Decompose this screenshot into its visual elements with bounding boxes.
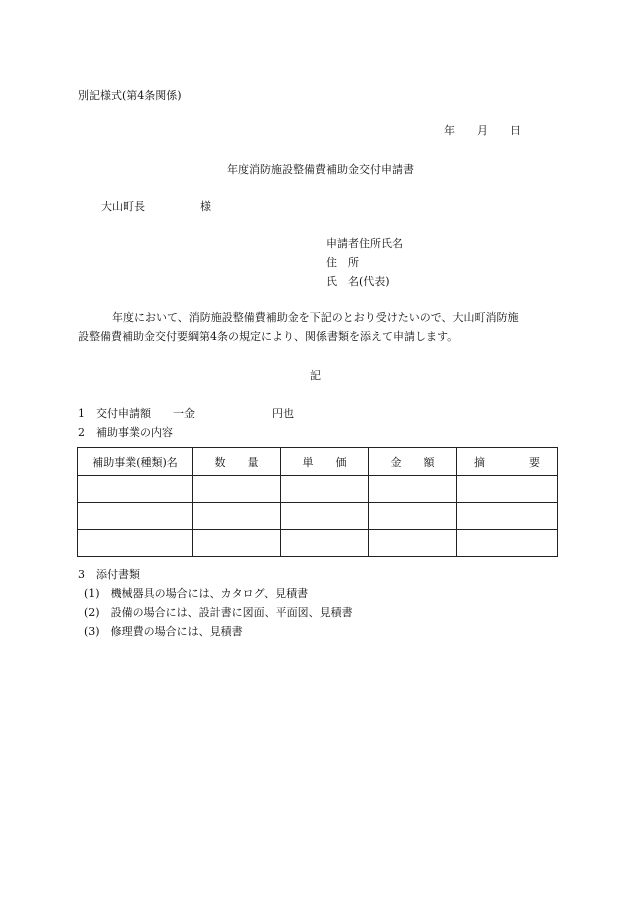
- table-row: [78, 503, 558, 530]
- item-attachments: 3 添付書類: [78, 568, 140, 581]
- table-cell: [369, 530, 457, 557]
- attachment-item-2: (2) 設備の場合には、設計書に図面、平面図、見積書: [84, 606, 353, 619]
- table-cell: [193, 530, 281, 557]
- table-cell: [78, 530, 193, 557]
- header-quantity: 数 量: [193, 448, 281, 476]
- table-cell: [193, 503, 281, 530]
- body-text-line2: 設整備費補助金交付要綱第4条の規定により、関係書類を添えて申請します。: [78, 330, 459, 343]
- applicant-heading: 申請者住所氏名: [326, 237, 403, 250]
- applicant-name-label: 氏 名(代表): [326, 275, 390, 288]
- table-cell: [281, 476, 369, 503]
- header-remarks: 摘 要: [457, 448, 558, 476]
- item-project-contents: 2 補助事業の内容: [78, 426, 173, 439]
- attachment-item-3: (3) 修理費の場合には、見積書: [84, 625, 243, 638]
- table-cell: [78, 476, 193, 503]
- addressee: 大山町長 様: [101, 200, 211, 213]
- body-text-line1: 年度において、消防施設整備費補助金を下記のとおり受けたいので、大山町消防施: [112, 311, 519, 324]
- table-cell: [369, 476, 457, 503]
- table-cell: [281, 503, 369, 530]
- attachment-item-1: (1) 機械器具の場合には、カタログ、見積書: [84, 587, 309, 600]
- header-amount: 金 額: [369, 448, 457, 476]
- document-title: 年度消防施設整備費補助金交付申請書: [227, 163, 414, 176]
- table-cell: [457, 503, 558, 530]
- table-cell: [457, 476, 558, 503]
- table-cell: [78, 503, 193, 530]
- project-table: [77, 447, 558, 557]
- header-project-name: 補助事業(種類)名: [78, 448, 193, 476]
- item-application-amount: 1 交付申請額 一金 円也: [78, 407, 294, 420]
- table-row: [78, 476, 558, 503]
- date-line: 年 月 日: [444, 124, 521, 137]
- table-header-row: [78, 448, 558, 476]
- table-row: [78, 530, 558, 557]
- applicant-address-label: 住 所: [326, 256, 359, 269]
- table-cell: [281, 530, 369, 557]
- form-label: 別記様式(第4条関係): [78, 89, 182, 102]
- header-unit-price: 単 価: [281, 448, 369, 476]
- table-cell: [369, 503, 457, 530]
- table-cell: [193, 476, 281, 503]
- ki-heading: 記: [310, 369, 321, 382]
- table-cell: [457, 530, 558, 557]
